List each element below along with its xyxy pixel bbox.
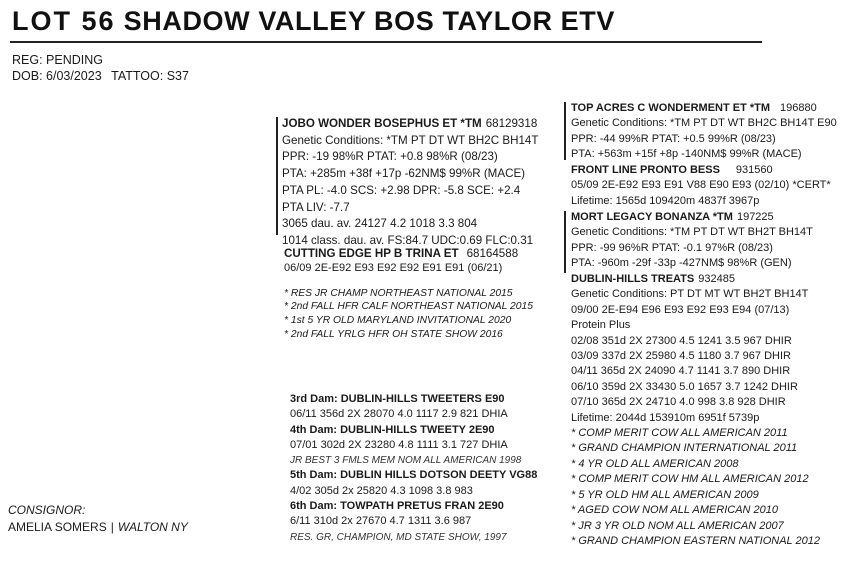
paternal-granddam-block [571, 163, 831, 209]
maternal-granddam-number: 932485 [698, 273, 735, 285]
maternal-granddam-line: 02/08 351d 2X 27300 4.5 1241 3.5 967 DHIR [571, 334, 792, 347]
maternal-granddam-honor: * GRAND CHAMPION INTERNATIONAL 2011 [571, 442, 798, 455]
maternal-granddam-line: 07/10 365d 2X 24710 4.0 998 3.8 928 DHIR [571, 396, 786, 409]
consignor-name: AMELIA SOMERS [8, 520, 107, 534]
paternal-grandsire-line: PPR: -44 99%R PTAT: +0.5 99%R (08/23) [571, 132, 776, 145]
deep-dams-block [290, 392, 537, 545]
maternal-granddam-honor: * 5 YR OLD HM ALL AMERICAN 2009 [571, 488, 759, 501]
dam-honors [284, 287, 533, 341]
paternal-granddam-line: 05/09 2E-E92 E93 E91 V88 E90 E93 (02/10) *CERT* [571, 179, 831, 192]
consignor-location: WALTON NY [117, 520, 188, 534]
paternal-granddam-number: 931560 [735, 164, 773, 176]
paternal-granddam-line: Lifetime: 1565d 109420m 4837f 3967p [571, 194, 760, 207]
dam-name: CUTTING EDGE HP B TRINA ET [284, 247, 459, 260]
maternal-granddam-line: 04/11 365d 2X 24090 4.7 1141 3.7 890 DHIR [571, 365, 791, 378]
paternal-grandsire-block [571, 101, 837, 163]
dam-honor: * 1st 5 YR OLD MARYLAND INVITATIONAL 2020 [284, 315, 512, 326]
registration: REG: PENDING [12, 53, 103, 67]
maternal-granddam-line: Genetic Conditions: PT DT MT WT BH2T BH14T [571, 288, 809, 301]
sire-line: 1014 class. dau. av. FS:84.7 UDC:0.69 FLC:0.31 [282, 233, 534, 247]
maternal-grandsire-line: PPR: -99 96%R PTAT: -0.1 97%R (08/23) [571, 241, 773, 254]
paternal-granddam-heading [571, 163, 831, 178]
tattoo: TATTOO: S37 [111, 69, 189, 83]
lot-title [12, 6, 615, 37]
dam-honor: * 2nd FALL HFR CALF NORTHEAST NATIONAL 2015 [284, 301, 533, 313]
dam-number: 68164588 [466, 247, 519, 260]
deep-dam-record: 06/11 356d 2X 28070 4.0 1117 2.9 821 DHIA [290, 408, 508, 421]
birth-info [12, 68, 189, 84]
maternal-granddam-honor: * GRAND CHAMPION EASTERN NATIONAL 2012 [571, 534, 820, 547]
dam-honor: * RES JR CHAMP NORTHEAST NATIONAL 2015 [284, 287, 513, 299]
dam-block [284, 246, 533, 341]
deep-dam-heading: 4th Dam: DUBLIN-HILLS TWEETY 2E90 [290, 423, 495, 436]
maternal-granddam-honors [571, 426, 820, 549]
deep-dam-heading: 3rd Dam: DUBLIN-HILLS TWEETERS E90 [290, 393, 505, 405]
maternal-grandsire-heading [571, 210, 813, 225]
sire-line: Genetic Conditions: *TM PT DT WT BH2C BH14T [282, 133, 539, 147]
maternal-grandsire-line: Genetic Conditions: *TM PT DT WT BH2T BH14T [571, 226, 813, 239]
maternal-granddam-line: 06/10 359d 2X 33430 5.0 1657 3.7 1242 DHIR [571, 380, 798, 393]
deep-dam-note: JR BEST 3 FMLS MEM NOM ALL AMERICAN 1998 [290, 455, 522, 467]
maternal-granddam-honor: * COMP MERIT COW ALL AMERICAN 2011 [571, 427, 788, 440]
sire-bracket [276, 117, 278, 235]
deep-dam-record: 4/02 305d 2x 25820 4.3 1098 3.8 983 [290, 484, 473, 497]
animal-name: SHADOW VALLEY BOS TAYLOR ETV [123, 6, 615, 36]
sire-name: JOBO WONDER BOSEPHUS ET *TM [282, 117, 482, 130]
maternal-grandsire-block [571, 210, 813, 272]
deep-dam-heading: 6th Dam: TOWPATH PRETUS FRAN 2E90 [290, 500, 504, 513]
dam-record: 06/09 2E-E92 E93 E92 E92 E91 E91 (06/21) [284, 262, 503, 275]
title-divider [10, 41, 762, 43]
dam-honor: * 2nd FALL YRLG HFR OH STATE SHOW 2016 [284, 328, 503, 340]
maternal-granddam-honor: * COMP MERIT COW HM ALL AMERICAN 2012 [571, 473, 809, 486]
maternal-granddam-line: 03/09 337d 2X 25980 4.5 1180 3.7 967 DHIR [571, 350, 791, 363]
deep-dam-note: RES. GR, CHAMPION, MD STATE SHOW, 1997 [290, 531, 507, 543]
paternal-grandsire-bracket [564, 102, 566, 160]
maternal-granddam-line: Protein Plus [571, 319, 631, 332]
paternal-grandsire-line: Genetic Conditions: *TM PT DT WT BH2C BH14T E90 [571, 117, 837, 130]
maternal-granddam-name: DUBLIN-HILLS TREATS [571, 273, 695, 285]
deep-dam-heading: 5th Dam: DUBLIN HILLS DOTSON DEETY VG88 [290, 469, 538, 482]
maternal-granddam-heading [571, 272, 820, 287]
deep-dam-record: 6/11 310d 2x 27670 4.7 1311 3.6 987 [290, 515, 472, 528]
consignor-label: CONSIGNOR: [8, 503, 86, 517]
sire-line: PTA PL: -4.0 SCS: +2.98 DPR: -5.8 SCE: +2.4 [282, 183, 521, 197]
deep-dam-record: 07/01 302d 2X 23280 4.8 1111 3.1 727 DHIA [290, 438, 508, 451]
consignor-divider: | [110, 520, 114, 534]
maternal-granddam-line: 09/00 2E-E94 E96 E93 E92 E93 E94 (07/13) [571, 303, 790, 316]
dob: DOB: 6/03/2023 [12, 69, 102, 83]
maternal-granddam-honor: * AGED COW NOM ALL AMERICAN 2010 [571, 504, 779, 517]
maternal-granddam-line: Lifetime: 2044d 153910m 6951f 5739p [571, 411, 760, 424]
maternal-grandsire-bracket [564, 211, 566, 273]
sire-line: PTA: +285m +38f +17p -62NM$ 99%R (MACE) [282, 167, 526, 181]
maternal-granddam-block [571, 272, 820, 549]
sire-block [282, 116, 538, 250]
maternal-granddam-honor: * JR 3 YR OLD NOM ALL AMERICAN 2007 [571, 519, 784, 532]
paternal-grandsire-number: 196880 [780, 102, 817, 114]
maternal-grandsire-line: PTA: -960m -29f -33p -427NM$ 98%R (GEN) [571, 257, 792, 270]
paternal-grandsire-name: TOP ACRES C WONDERMENT ET *TM [571, 102, 771, 114]
sire-line: PPR: -19 98%R PTAT: +0.8 98%R (08/23) [282, 150, 498, 164]
maternal-grandsire-name: MORT LEGACY BONANZA *TM [571, 211, 733, 223]
maternal-grandsire-number: 197225 [736, 211, 774, 223]
dam-heading [284, 246, 533, 261]
sire-line: 3065 dau. av. 24127 4.2 1018 3.3 804 [282, 217, 478, 231]
sire-heading [282, 116, 538, 133]
maternal-granddam-honor: * 4 YR OLD ALL AMERICAN 2008 [571, 457, 739, 470]
paternal-granddam-name: FRONT LINE PRONTO BESS [571, 164, 720, 176]
sire-number: 68129318 [485, 117, 538, 130]
consignor-info [8, 520, 188, 534]
lot-number: LOT 56 [12, 6, 116, 36]
paternal-grandsire-heading [571, 101, 837, 116]
paternal-grandsire-line: PTA: +563m +15f +8p -140NM$ 99%R (MACE) [571, 148, 802, 161]
sire-line: PTA LIV: -7.7 [282, 200, 350, 214]
